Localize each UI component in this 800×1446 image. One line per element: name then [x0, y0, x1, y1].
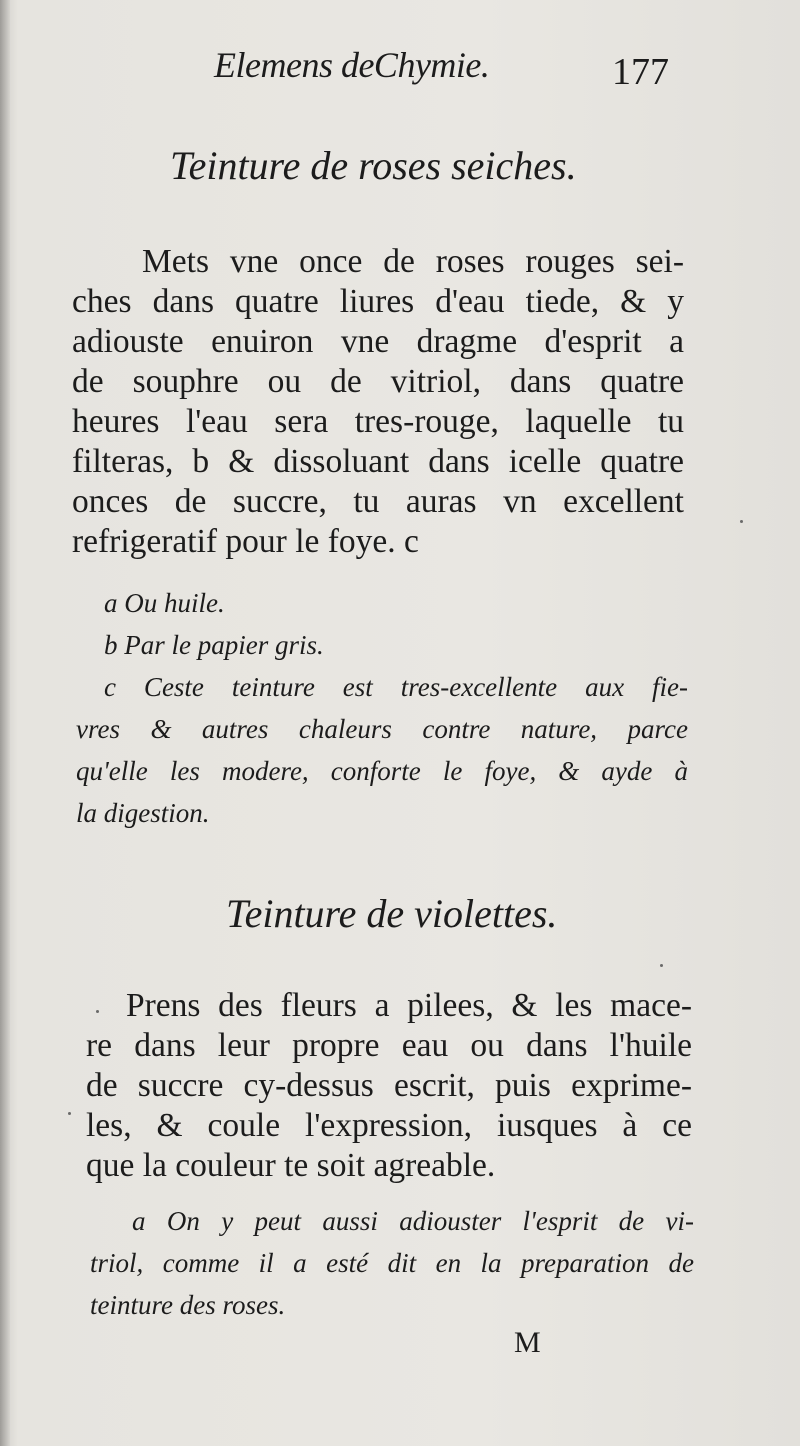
body-line: adiouste enuiron vne dragme d'esprit a	[72, 323, 684, 360]
section-title-violettes: Teinture de violettes.	[226, 891, 558, 936]
note-line: triol, comme il a esté dit en la preparation de	[90, 1248, 694, 1278]
body-line: de souphre ou de vitriol, dans quatre	[72, 363, 684, 400]
body-line: ches dans quatre liures d'eau tiede, & y	[72, 283, 684, 320]
running-head: Elemens deChymie.	[214, 45, 490, 85]
body-line: Prens des fleurs a pilees, & les mace-	[126, 987, 692, 1024]
section-body-violettes	[86, 986, 692, 1186]
note-line: b Par le papier gris.	[104, 630, 324, 660]
body-line: les, & coule l'expression, iusques à ce	[86, 1107, 692, 1144]
paper-speck	[660, 964, 663, 967]
body-line: filteras, b & dissoluant dans icelle quatre	[72, 443, 684, 480]
note-line: teinture des roses.	[90, 1290, 286, 1320]
note-line: c Ceste teinture est tres-excellente aux fie-	[104, 672, 688, 702]
body-line: Mets vne once de roses rouges sei-	[142, 243, 684, 280]
section-body-roses	[72, 242, 684, 562]
note-line: a Ou huile.	[104, 588, 225, 618]
signature-mark: M	[514, 1326, 541, 1359]
paper-speck	[68, 1112, 71, 1115]
page-number: 177	[612, 51, 669, 93]
note-line: qu'elle les modere, conforte le foye, & ayde à	[76, 756, 688, 786]
note-line: a On y peut aussi adiouster l'esprit de vi-	[132, 1206, 694, 1236]
page-gutter	[0, 0, 10, 1446]
section-notes-violettes	[90, 1200, 694, 1326]
body-line: heures l'eau sera tres-rouge, laquelle tu	[72, 403, 684, 440]
body-line: refrigeratif pour le foye. c	[72, 523, 419, 560]
body-line: re dans leur propre eau ou dans l'huile	[86, 1027, 692, 1064]
body-line: onces de succre, tu auras vn excellent	[72, 483, 684, 520]
section-title-roses: Teinture de roses seiches.	[170, 143, 577, 188]
section-notes-roses	[76, 582, 688, 834]
paper-speck	[740, 520, 743, 523]
body-line: de succre cy-dessus escrit, puis exprime-	[86, 1067, 692, 1104]
note-line: la digestion.	[76, 798, 210, 828]
body-line: que la couleur te soit agreable.	[86, 1147, 496, 1184]
note-line: vres & autres chaleurs contre nature, parce	[76, 714, 688, 744]
paper-speck	[96, 1010, 99, 1013]
